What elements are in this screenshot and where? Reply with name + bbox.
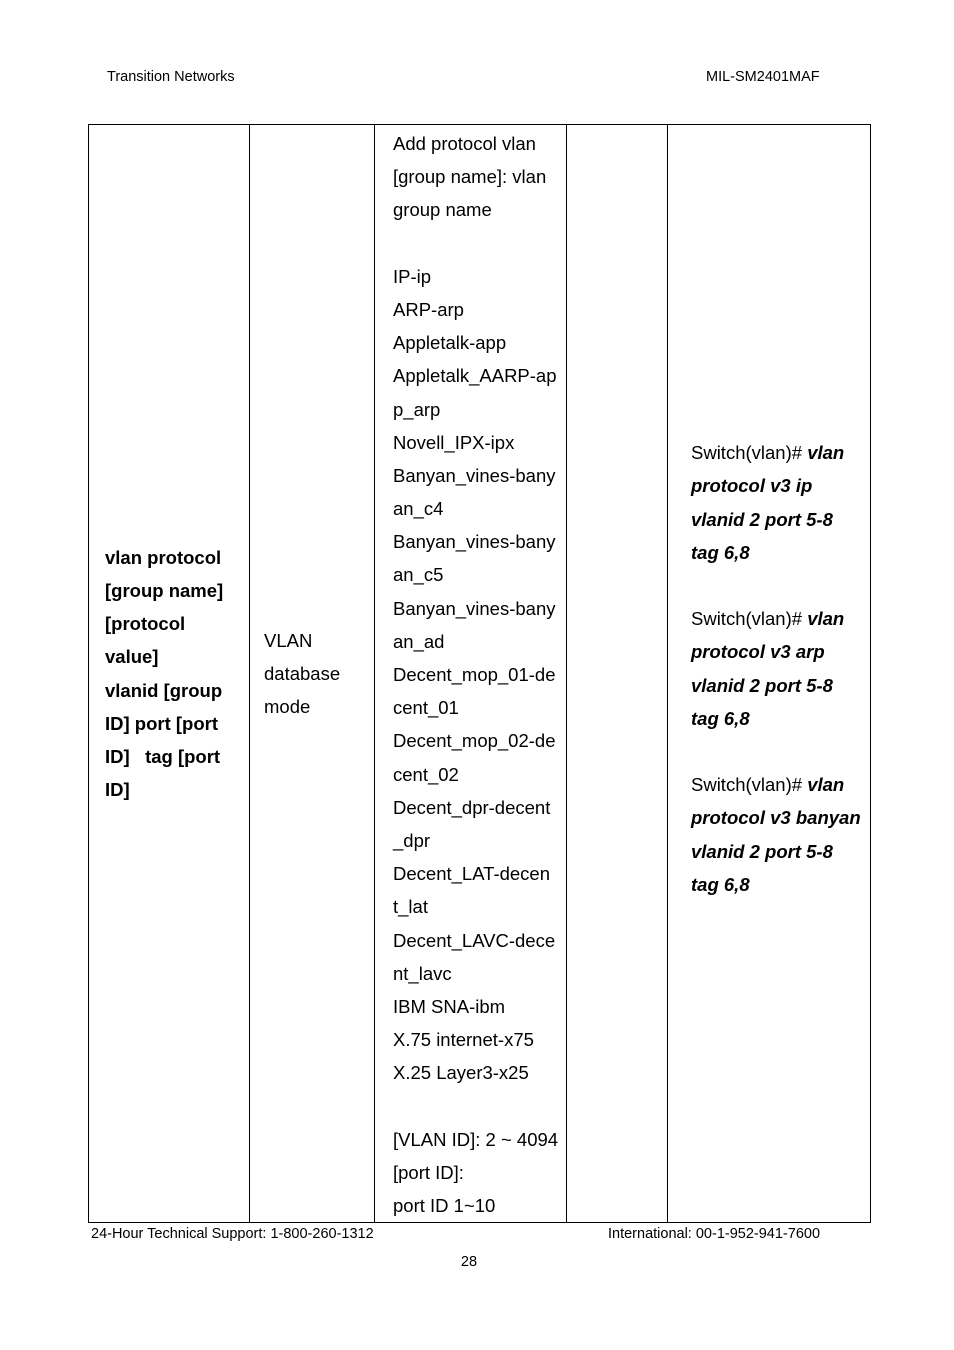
parameter-line: cent_01 xyxy=(393,697,459,719)
footer-international: International: 00-1-952-941-7600 xyxy=(608,1226,821,1242)
parameter-line: X.75 internet-x75 xyxy=(393,1029,534,1051)
parameter-line: Banyan_vines-bany xyxy=(393,597,556,619)
command-line: vlanid [group xyxy=(105,679,223,701)
parameter-line: an_ad xyxy=(393,630,445,652)
parameter-line: Add protocol vlan xyxy=(393,133,536,154)
command-line: [group name] xyxy=(105,580,224,602)
command-text xyxy=(105,541,249,807)
table-row xyxy=(89,125,871,1223)
parameter-line: Decent_mop_02-de xyxy=(393,730,556,752)
command-cell xyxy=(89,125,250,1223)
mode-line: database xyxy=(264,663,341,684)
command-line: vlan protocol xyxy=(105,546,222,568)
parameter-line: IBM SNA-ibm xyxy=(393,995,506,1017)
example-continuation-line: vlanid 2 port 5-8 xyxy=(691,674,833,696)
parameter-line: an_c4 xyxy=(393,498,444,520)
header-model: MIL-SM2401MAF xyxy=(706,69,820,85)
parameter-line: group name xyxy=(393,199,492,221)
command-line: ID] tag [port xyxy=(105,745,221,767)
parameter-line xyxy=(393,1089,566,1122)
command-keyword: vlan xyxy=(807,774,845,796)
mode-line: mode xyxy=(264,696,311,718)
mode-line: VLAN xyxy=(264,629,313,651)
example-continuation-line: protocol v3 ip xyxy=(691,475,813,497)
parameter-line: Banyan_vines-bany xyxy=(393,531,556,553)
parameter-line: X.25 Layer3-x25 xyxy=(393,1062,529,1084)
parameter-line: [VLAN ID]: 2 ~ 4094 xyxy=(393,1128,559,1150)
example-text xyxy=(691,436,870,901)
prompt-text: Switch(vlan)# xyxy=(691,608,808,630)
parameters-cell xyxy=(375,125,567,1223)
parameter-line: Decent_dpr-decent xyxy=(393,796,551,818)
parameter-line xyxy=(393,227,566,260)
example-command-line xyxy=(691,602,870,635)
example-cell xyxy=(668,125,871,1223)
empty-cell xyxy=(567,125,668,1223)
blank-line xyxy=(691,569,870,602)
command-line: ID] port [port xyxy=(105,712,219,734)
page-number: 28 xyxy=(460,1254,478,1270)
example-command-line xyxy=(691,768,870,801)
command-table xyxy=(88,124,871,1223)
parameter-line: p_arp xyxy=(393,398,441,420)
mode-text xyxy=(264,624,374,724)
example-continuation-line: protocol v3 arp xyxy=(691,641,825,663)
parameter-line: ARP-arp xyxy=(393,298,464,320)
parameter-line: Appletalk_AARP-ap xyxy=(393,365,557,387)
parameter-line: Decent_LAVC-dece xyxy=(393,929,556,951)
command-line: value] xyxy=(105,646,159,668)
parameter-line: an_c5 xyxy=(393,564,444,586)
footer-support: 24-Hour Technical Support: 1-800-260-1312 xyxy=(91,1226,374,1242)
parameters-text xyxy=(393,127,566,1222)
example-continuation-line: vlanid 2 port 5-8 xyxy=(691,840,833,862)
parameter-line: cent_02 xyxy=(393,763,459,785)
prompt-text: Switch(vlan)# xyxy=(691,774,808,796)
parameter-line: Decent_mop_01-de xyxy=(393,664,556,685)
example-continuation-line: tag 6,8 xyxy=(691,873,750,895)
example-continuation-line: protocol v3 banyan xyxy=(691,807,861,829)
parameter-line: Decent_LAT-decen xyxy=(393,863,551,885)
parameter-line: Appletalk-app xyxy=(393,332,507,354)
parameter-line: IP-ip xyxy=(393,265,432,287)
header-company: Transition Networks xyxy=(107,69,235,85)
prompt-text: Switch(vlan)# xyxy=(691,442,808,464)
parameter-line: Novell_IPX-ipx xyxy=(393,431,515,453)
command-keyword: vlan xyxy=(807,442,845,464)
parameter-line: port ID 1~10 xyxy=(393,1195,496,1216)
example-continuation-line: tag 6,8 xyxy=(691,707,750,729)
parameter-line: [port ID]: xyxy=(393,1161,464,1183)
parameter-line: [group name]: vlan xyxy=(393,166,547,188)
command-keyword: vlan xyxy=(807,608,845,630)
parameter-line: t_lat xyxy=(393,896,428,918)
mode-cell xyxy=(250,125,375,1223)
example-command-line xyxy=(691,436,870,469)
example-continuation-line: vlanid 2 port 5-8 xyxy=(691,508,833,530)
parameter-line: nt_lavc xyxy=(393,962,452,984)
parameter-line: Banyan_vines-bany xyxy=(393,464,556,486)
example-continuation-line: tag 6,8 xyxy=(691,541,750,563)
command-line: ID] xyxy=(105,779,130,801)
command-line: [protocol xyxy=(105,613,186,635)
parameter-line: _dpr xyxy=(393,829,431,851)
blank-line xyxy=(691,735,870,768)
